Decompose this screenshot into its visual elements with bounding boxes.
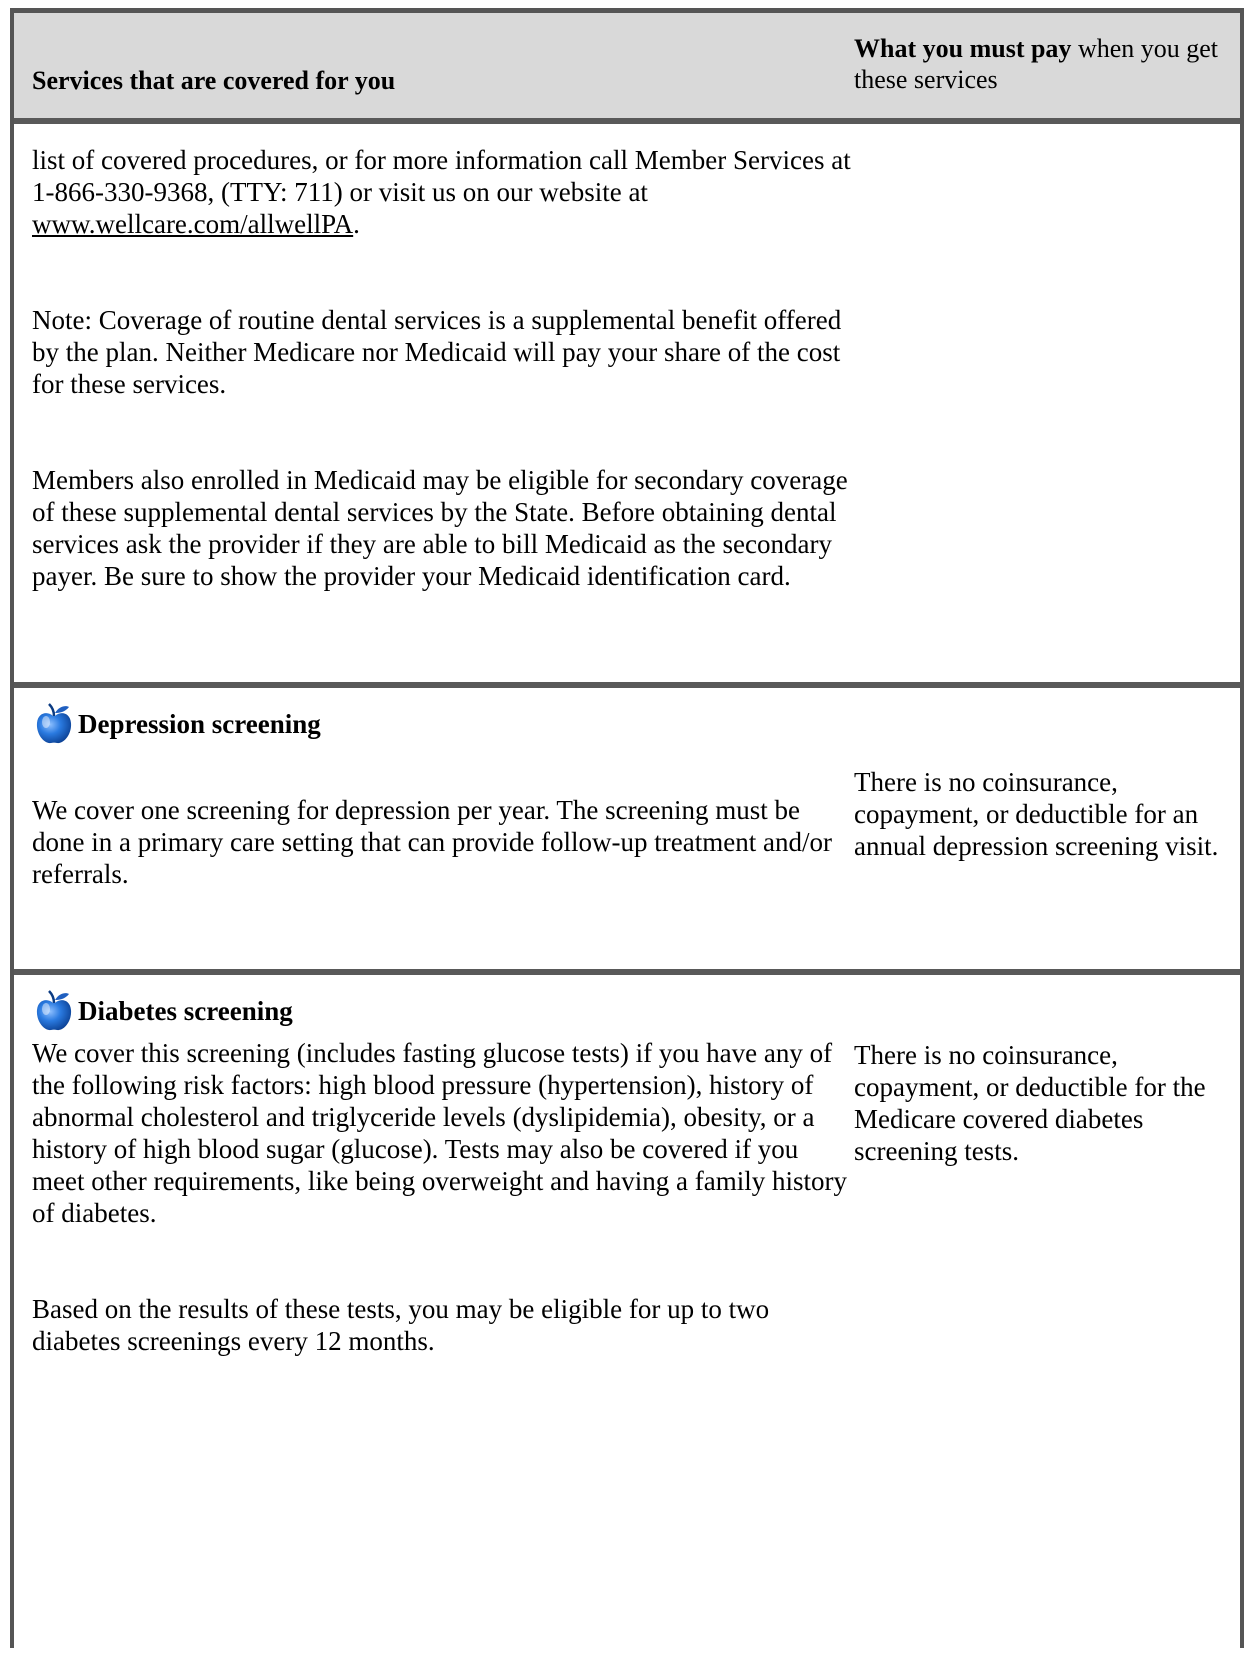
depression-description <box>14 688 854 969</box>
header-services <box>14 13 854 118</box>
dental-para-1 <box>32 144 854 240</box>
benefits-table <box>10 8 1244 1648</box>
dental-row <box>14 118 1240 682</box>
dental-cost <box>854 124 1240 682</box>
dental-para-3: Members also enrolled in Medicaid may be eligible for secondary coverage of these supplemental dental services by the State. Before obtaining dental services ask the provider if they are able to bill Medicaid as the secondary payer. Be sure to show the provider your Medicaid identification card. <box>32 465 848 591</box>
diabetes-cost <box>854 975 1240 1669</box>
diabetes-title-line <box>32 989 854 1033</box>
depression-title-line <box>32 702 854 746</box>
depression-body: We cover one screening for depression per year. The screening must be done in a primary care setting that can provide follow-up treatment and/or referrals. <box>32 795 832 889</box>
dental-description <box>14 124 854 682</box>
table-header <box>14 13 1240 118</box>
dental-para-2: Note: Coverage of routine dental services is a supplemental benefit offered by the plan. Neither Medicare nor Medicaid will pay your share of the cost for these services. <box>32 305 842 399</box>
website-link[interactable]: www.wellcare.com/allwellPA <box>32 209 354 239</box>
apple-icon <box>32 702 76 746</box>
dental-para-1-end: . <box>353 209 360 239</box>
depression-cost <box>854 688 1240 969</box>
header-cost-bold: What you must pay <box>854 34 1072 63</box>
dental-para-1-text: list of covered procedures, or for more information call Member Services at 1-866-330-9368, (TTY: 711) or visit us on our website at <box>32 145 851 207</box>
depression-row <box>14 682 1240 969</box>
diabetes-cost-text: There is no coinsurance, copayment, or deductible for the Medicare covered diabetes screening tests. <box>854 1040 1206 1166</box>
depression-title: Depression screening <box>78 708 321 739</box>
diabetes-title: Diabetes screening <box>78 995 293 1026</box>
depression-cost-text: There is no coinsurance, copayment, or deductible for an annual depression screening visit. <box>854 767 1219 861</box>
diabetes-body-1: We cover this screening (includes fasting glucose tests) if you have any of the following risk factors: high blood pressure (hypertension), history of abnormal cholesterol and triglyceride levels (dyslipidemia), obesity, or a history of high blood sugar (glucose). Tests may also be covered if you meet other requirements, like being overweight and having a family history of diabetes. <box>32 1038 848 1228</box>
apple-icon <box>32 989 76 1033</box>
diabetes-description <box>14 975 854 1669</box>
header-cost <box>854 13 1240 118</box>
diabetes-body-2: Based on the results of these tests, you may be eligible for up to two diabetes screenings every 12 months. <box>32 1294 770 1356</box>
header-services-label: Services that are covered for you <box>32 66 396 95</box>
header-cost-rest: when you get these services <box>854 34 1219 94</box>
diabetes-row <box>14 969 1240 1669</box>
